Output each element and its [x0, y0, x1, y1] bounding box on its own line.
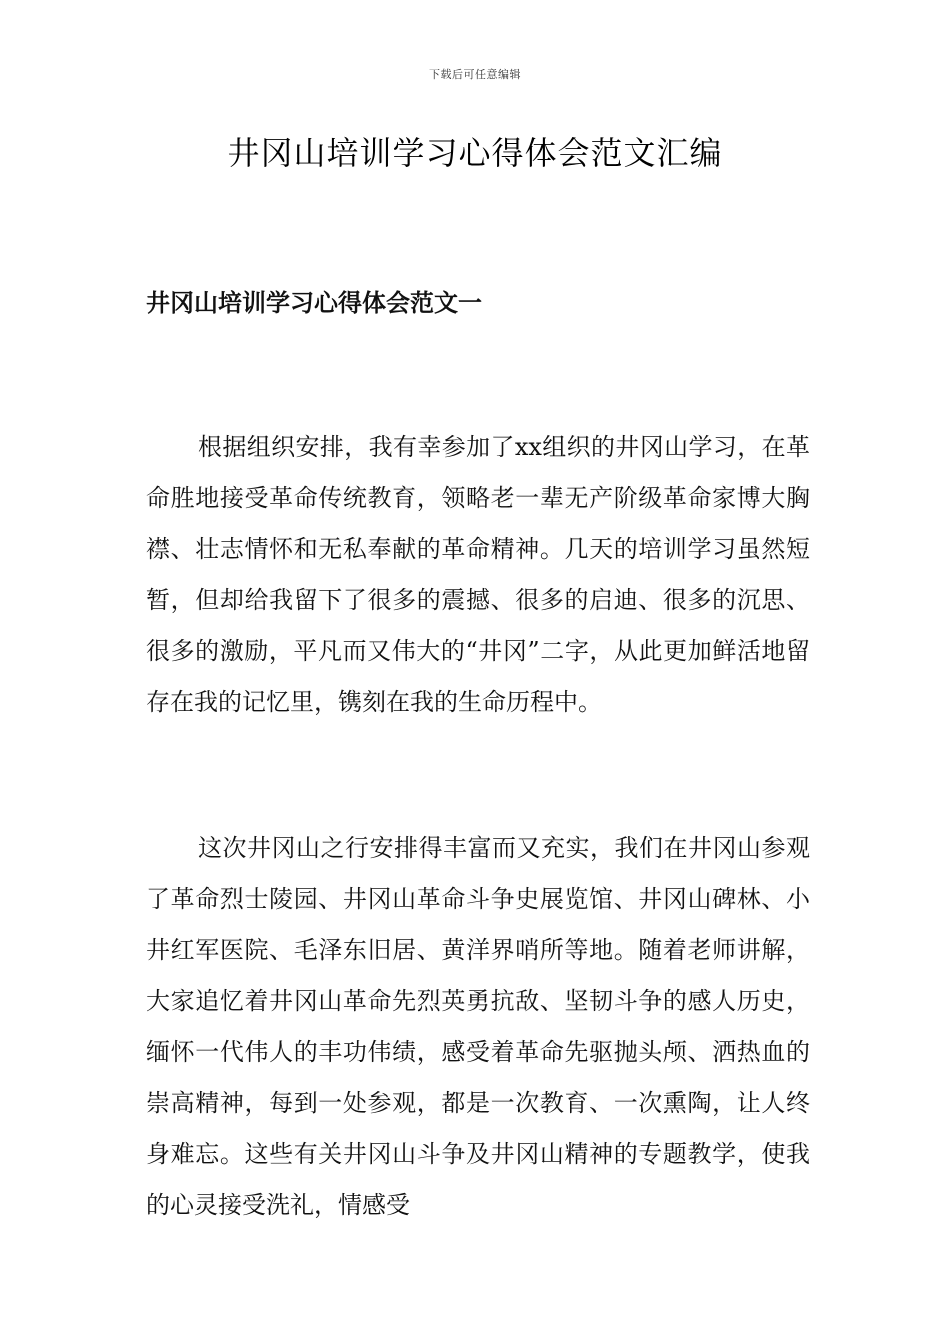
header-note: 下载后可任意编辑: [429, 68, 521, 81]
body-paragraph-1: 根据组织安排，我有幸参加了xx组织的井冈山学习，在革命胜地接受革命传统教育，领略老一辈无产阶级革命家博大胸襟、壮志情怀和无私奉献的革命精神。几天的培训学习虽然短暂，但却给我留下了很多的震撼、很多的启迪、很多的沉思、很多的激励，平凡而又伟大的“井冈”二字，从此更加鲜活地留存在我的记忆里，镌刻在我的生命历程中。: [146, 433, 810, 716]
document-title: 井冈山培训学习心得体会范文汇编: [227, 134, 723, 172]
body-paragraph-2: 这次井冈山之行安排得丰富而又充实，我们在井冈山参观了革命烈士陵园、井冈山革命斗争史展览馆、井冈山碑林、小井红军医院、毛泽东旧居、黄洋界哨所等地。随着老师讲解，大家追忆着井冈山革命先烈英勇抗敌、坚韧斗争的感人历史，缅怀一代伟人的丰功伟绩，感受着革命先驱抛头颅、洒热血的崇高精神，每到一处参观，都是一次教育、一次熏陶，让人终身难忘。这些有关井冈山斗争及井冈山精神的专题教学，使我的心灵接受洗礼，情感受: [146, 834, 810, 1219]
section-heading: 井冈山培训学习心得体会范文一: [146, 288, 482, 317]
